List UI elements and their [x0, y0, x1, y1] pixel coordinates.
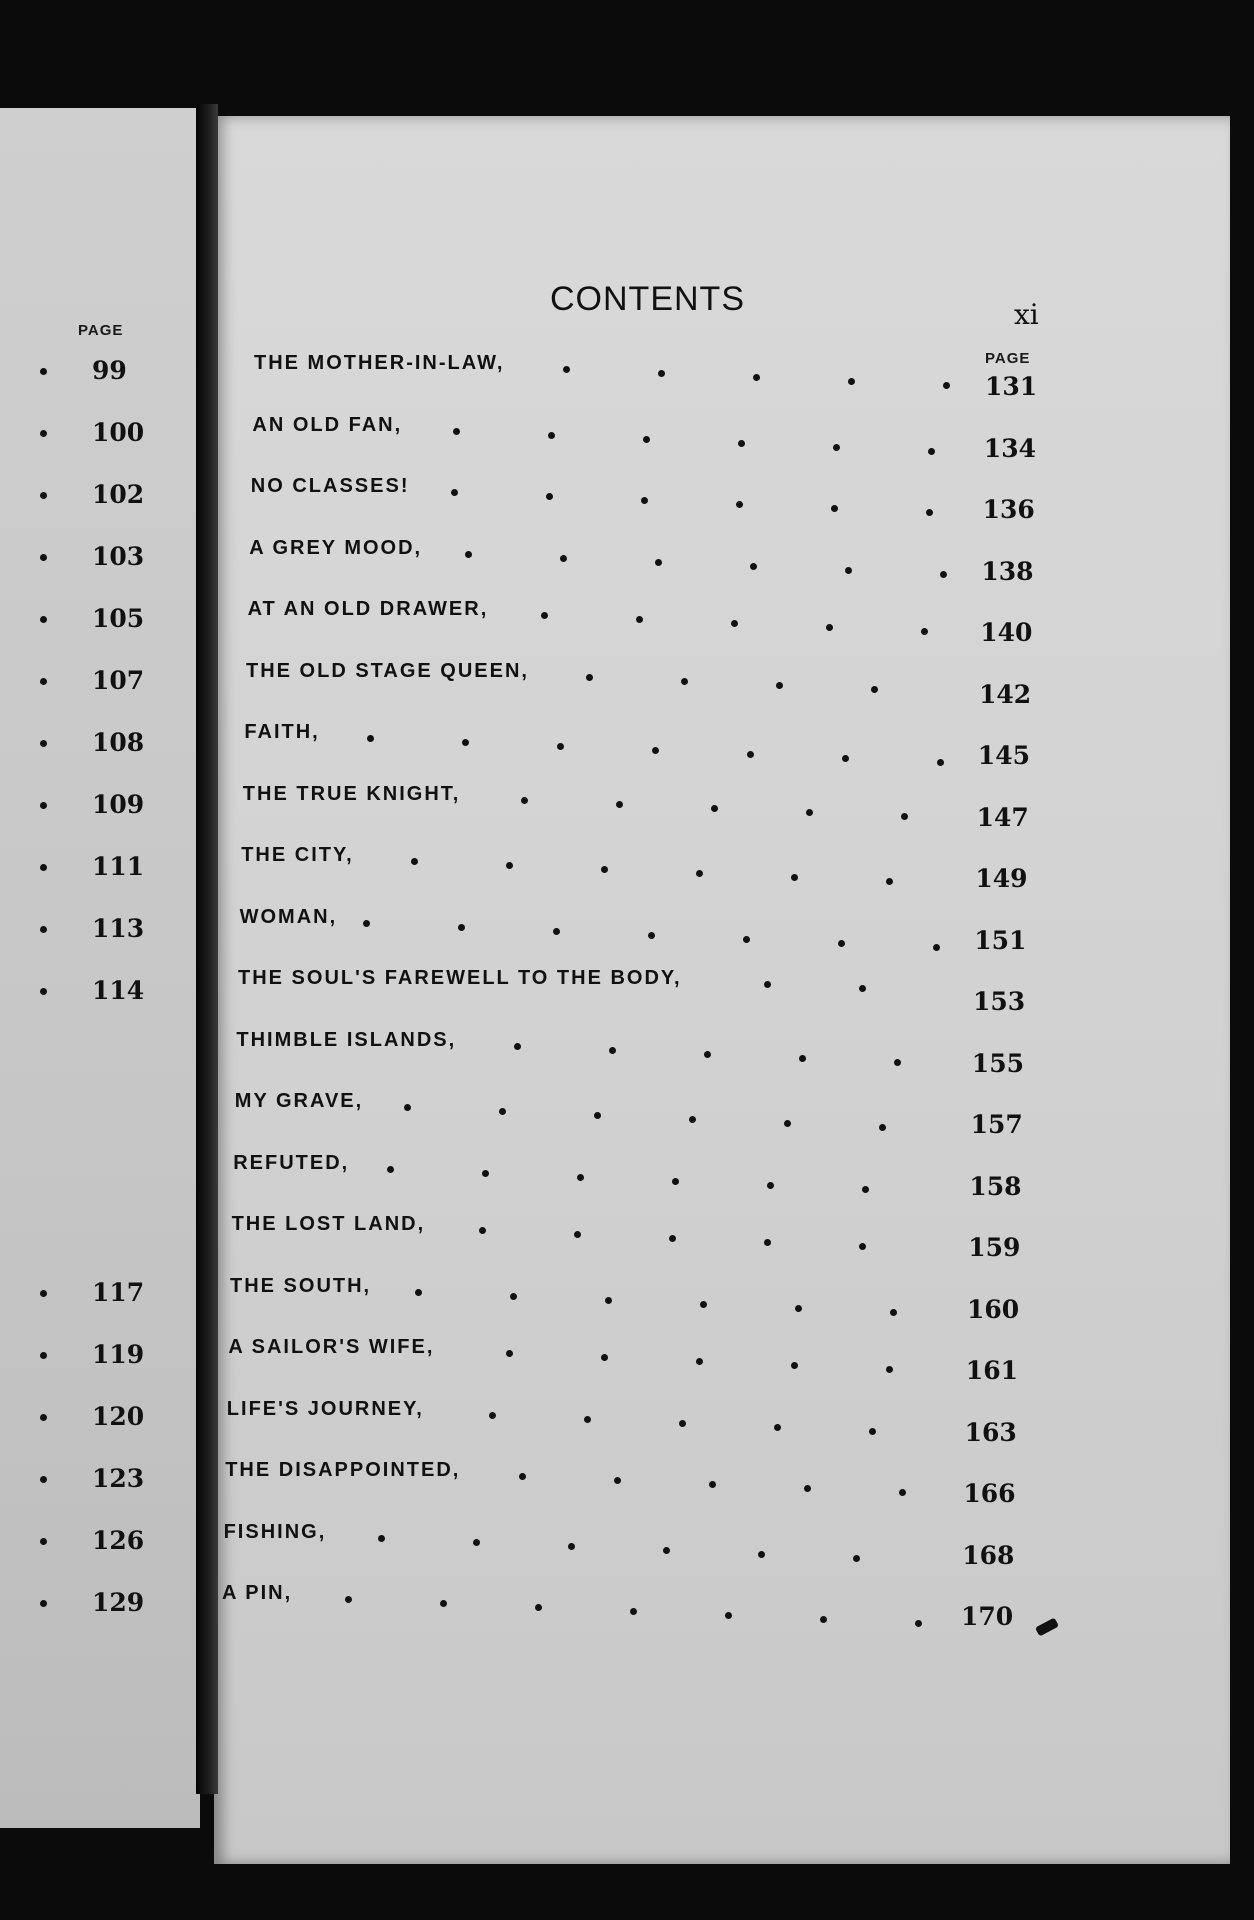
entry-page-number: 157 [970, 1110, 1023, 1139]
leader-dot [731, 620, 738, 627]
entry-title: THE SOUL'S FAREWELL TO THE BODY, [238, 967, 682, 989]
leader-dot [510, 1293, 517, 1300]
page-number: xi [1014, 298, 1039, 331]
entry-page-number: 149 [975, 864, 1028, 893]
entry-page-number: 131 [985, 372, 1038, 401]
entry-title: THE CITY, [241, 844, 354, 866]
entry-page-number: 168 [962, 1540, 1015, 1570]
contents-entry [0, 413, 1254, 463]
leader-dot [453, 428, 460, 435]
leader-dot [764, 1239, 771, 1246]
entry-page-number: 153 [973, 987, 1026, 1016]
entry-title: NO CLASSES! [250, 475, 410, 497]
entry-title: THIMBLE ISLANDS, [236, 1028, 457, 1051]
left-page-number: 105 [92, 604, 145, 633]
leader-dot [826, 624, 833, 631]
leader-dot [458, 924, 465, 931]
leader-dot [465, 551, 472, 558]
leader-dot [738, 440, 745, 447]
leader-dot [584, 1416, 591, 1423]
contents-entry [0, 598, 1254, 647]
entry-title: AT AN OLD DRAWER, [247, 598, 489, 620]
leader-dot [541, 612, 548, 619]
entry-title: THE MOTHER-IN-LAW, [254, 352, 505, 374]
leader-dot [845, 567, 852, 574]
entry-title: A PIN, [222, 1582, 293, 1604]
leader-dot [411, 858, 418, 865]
leader-dot [709, 1481, 716, 1488]
leader-dot [563, 366, 570, 373]
entry-page-number: 138 [981, 556, 1034, 586]
contents-entry [0, 352, 1254, 401]
leader-dot [689, 1116, 696, 1123]
leader-dot [747, 751, 754, 758]
leader-dot [886, 1366, 893, 1373]
leader-dot [663, 1547, 670, 1554]
entry-page-number: 142 [979, 679, 1032, 709]
leader-dot [568, 1543, 575, 1550]
leader-dot [890, 1309, 897, 1316]
leader-dot [672, 1178, 679, 1185]
leader-dot [601, 866, 608, 873]
entry-title: FAITH, [244, 721, 320, 743]
leader-dot [943, 382, 950, 389]
entry-title: LIFE'S JOURNEY, [226, 1397, 424, 1420]
leader-dot [519, 1473, 526, 1480]
left-page-number: 102 [92, 480, 145, 509]
left-page-number: 119 [92, 1340, 145, 1369]
contents-entry [0, 721, 1254, 770]
leader-dot [489, 1412, 496, 1419]
leader-dot [853, 1555, 860, 1562]
left-page-number: 114 [92, 976, 145, 1005]
entry-title: THE SOUTH, [230, 1274, 372, 1297]
entry-page-number: 163 [964, 1417, 1017, 1447]
entry-page-number: 158 [969, 1171, 1022, 1201]
contents-entry [0, 1520, 1254, 1570]
entry-title: A SAILOR'S WIFE, [228, 1336, 435, 1358]
leader-dot [758, 1551, 765, 1558]
leader-dot [915, 1620, 922, 1627]
leader-dot [387, 1166, 394, 1173]
entry-title: FISHING, [223, 1520, 327, 1543]
left-page-number: 107 [92, 666, 145, 695]
contents-entry [0, 905, 1254, 955]
leader-dot [799, 1055, 806, 1062]
entry-title: REFUTED, [233, 1151, 350, 1174]
entry-page-number: 166 [963, 1479, 1016, 1508]
leader-dot [736, 501, 743, 508]
leader-dot [586, 674, 593, 681]
leader-dot [831, 505, 838, 512]
entry-title: THE OLD STAGE QUEEN, [246, 659, 529, 682]
leader-dot [725, 1612, 732, 1619]
leader-dot [482, 1170, 489, 1177]
leader-dot [774, 1424, 781, 1431]
leader-dot [655, 559, 662, 566]
leader-dot [514, 1043, 521, 1050]
leader-dot [609, 1047, 616, 1054]
entry-title: MY GRAVE, [234, 1090, 364, 1112]
contents-entry [0, 1582, 1254, 1631]
contents-entry [0, 1028, 1254, 1078]
contents-entry [0, 1274, 1254, 1324]
entry-title: THE LOST LAND, [231, 1213, 426, 1235]
left-page-column-header: PAGE [78, 322, 124, 339]
leader-dot [928, 448, 935, 455]
leader-dot [560, 555, 567, 562]
page-column-header: PAGE [985, 350, 1031, 367]
leader-dot [767, 1182, 774, 1189]
left-page-number: 99 [92, 356, 127, 385]
leader-dot [679, 1420, 686, 1427]
contents-entry [0, 1213, 1254, 1262]
leader-dot [750, 563, 757, 570]
leader-dot [636, 616, 643, 623]
left-page-number: 120 [92, 1402, 145, 1431]
contents-entry [0, 475, 1254, 524]
leader-dot [440, 1600, 447, 1607]
leader-dot [548, 432, 555, 439]
leader-dot [795, 1305, 802, 1312]
leader-dot [894, 1059, 901, 1066]
leader-dot [594, 1112, 601, 1119]
leader-dot [833, 444, 840, 451]
leader-dot [704, 1051, 711, 1058]
contents-entry [0, 1336, 1254, 1385]
leader-dot [614, 1477, 621, 1484]
leader-dot [553, 928, 560, 935]
leader-dot [616, 801, 623, 808]
entry-title: THE DISAPPOINTED, [225, 1459, 461, 1481]
leader-dot [848, 378, 855, 385]
entry-page-number: 147 [976, 802, 1029, 832]
leader-dot [499, 1108, 506, 1115]
left-page-number: 123 [92, 1464, 145, 1493]
leader-dot [859, 985, 866, 992]
leader-dot [643, 436, 650, 443]
entry-title: A GREY MOOD, [249, 536, 423, 559]
leader-dot [363, 920, 370, 927]
contents-entry [0, 659, 1254, 709]
leader-dot [753, 374, 760, 381]
leader-dot [806, 809, 813, 816]
leader-dot [506, 862, 513, 869]
leader-dot [711, 805, 718, 812]
leader-dot [696, 1358, 703, 1365]
entry-page-number: 134 [983, 433, 1036, 463]
leader-dot [557, 743, 564, 750]
leader-dot [933, 944, 940, 951]
leader-dot [367, 735, 374, 742]
leader-dot [842, 755, 849, 762]
left-page-number: 109 [92, 790, 145, 819]
leader-dot [791, 874, 798, 881]
entry-title: THE TRUE KNIGHT, [242, 782, 461, 805]
contents-entry [0, 536, 1254, 586]
leader-dot [804, 1485, 811, 1492]
leader-dot [764, 981, 771, 988]
leader-dot [838, 940, 845, 947]
leader-dot [886, 878, 893, 885]
leader-dot [630, 1608, 637, 1615]
leader-dot [820, 1616, 827, 1623]
left-page-number: 117 [92, 1278, 145, 1307]
left-page-number: 126 [92, 1526, 145, 1555]
entry-page-number: 160 [967, 1294, 1020, 1324]
leader-dot [921, 628, 928, 635]
leader-dot [574, 1231, 581, 1238]
leader-dot [648, 932, 655, 939]
contents-entry [0, 1397, 1254, 1447]
leader-dot [404, 1104, 411, 1111]
leader-dot [658, 370, 665, 377]
leader-dot [506, 1350, 513, 1357]
leader-dot [700, 1301, 707, 1308]
leader-dot [871, 686, 878, 693]
entry-page-number: 161 [965, 1356, 1018, 1385]
left-page-number: 129 [92, 1588, 145, 1617]
entry-title: WOMAN, [239, 905, 338, 928]
leader-dot [696, 870, 703, 877]
leader-dot [926, 509, 933, 516]
entry-page-number: 140 [980, 618, 1033, 647]
entry-page-number: 136 [982, 495, 1035, 524]
leader-dot [652, 747, 659, 754]
leader-dot [784, 1120, 791, 1127]
leader-dot [479, 1227, 486, 1234]
leader-dot [940, 571, 947, 578]
leader-dot [605, 1297, 612, 1304]
contents-entry [0, 844, 1254, 893]
leader-dot [378, 1535, 385, 1542]
leader-dot [451, 489, 458, 496]
contents-entry [0, 967, 1254, 1016]
leader-dot [669, 1235, 676, 1242]
leader-dot [521, 797, 528, 804]
left-page-number: 111 [92, 852, 145, 881]
leader-dot [415, 1289, 422, 1296]
leader-dot [345, 1596, 352, 1603]
left-page-number: 113 [92, 914, 145, 943]
leader-dot [577, 1174, 584, 1181]
leader-dot [535, 1604, 542, 1611]
leader-dot [641, 497, 648, 504]
entry-page-number: 159 [968, 1233, 1021, 1262]
leader-dot [601, 1354, 608, 1361]
entry-page-number: 155 [971, 1048, 1024, 1078]
leader-dot [859, 1243, 866, 1250]
contents-entry [0, 1459, 1254, 1508]
leader-dot [901, 813, 908, 820]
leader-dot [899, 1489, 906, 1496]
leader-dot [546, 493, 553, 500]
leader-dot [743, 936, 750, 943]
leader-dot [869, 1428, 876, 1435]
left-page-number: 103 [92, 542, 145, 571]
leader-dot [879, 1124, 886, 1131]
leader-dot [462, 739, 469, 746]
contents-title: CONTENTS [550, 280, 745, 318]
leader-dot [937, 759, 944, 766]
entry-page-number: 170 [961, 1602, 1014, 1631]
leader-dot [681, 678, 688, 685]
contents-entry [0, 782, 1254, 832]
leader-dot [862, 1186, 869, 1193]
leader-dot [791, 1362, 798, 1369]
left-page-number: 100 [92, 418, 145, 447]
entry-page-number: 145 [977, 741, 1030, 770]
contents-entry [0, 1090, 1254, 1139]
left-page-number: 108 [92, 728, 145, 757]
leader-dot [473, 1539, 480, 1546]
entry-page-number: 151 [974, 925, 1027, 955]
leader-dot [776, 682, 783, 689]
entry-title: AN OLD FAN, [252, 413, 403, 436]
contents-entry [0, 1151, 1254, 1201]
